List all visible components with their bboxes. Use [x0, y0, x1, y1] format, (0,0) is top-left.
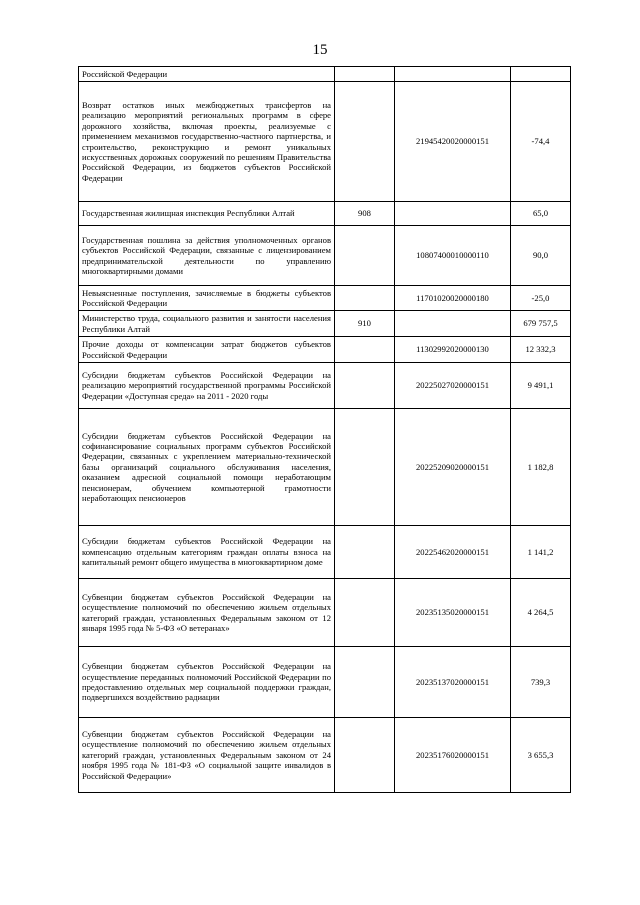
row-name-cell: Субсидии бюджетам субъектов Российской Федерации на компенсацию отдельным категориям граждан оплаты взноса на капитальный ремонт общего имущества в многоквартирном доме	[79, 526, 335, 579]
row-revenue-code-cell: 20225027020000151	[395, 363, 511, 409]
row-amount-cell: 4 264,5	[511, 579, 571, 647]
row-name-cell: Субвенции бюджетам субъектов Российской Федерации на осуществление переданных полномочий Российской Федерации по предоставлению отдельных мер социальной поддержки граждан, подвергшихся воздействию радиации	[79, 647, 335, 718]
table-row	[79, 579, 571, 647]
row-admin-code-cell	[335, 363, 395, 409]
table-row	[79, 409, 571, 526]
row-revenue-code-cell: 21945420020000151	[395, 82, 511, 202]
row-revenue-code-cell: 20225462020000151	[395, 526, 511, 579]
table-row	[79, 202, 571, 226]
row-name-cell: Министерство труда, социального развития и занятости населения Республики Алтай	[79, 311, 335, 337]
row-name-cell: Государственная пошлина за действия уполномоченных органов субъектов Российской Федерации, связанные с лицензированием предпринимательской деятельности по управлению многоквартирными домами	[79, 226, 335, 286]
row-amount-cell: 65,0	[511, 202, 571, 226]
table-row	[79, 337, 571, 363]
row-name-cell: Субвенции бюджетам субъектов Российской Федерации на осуществление полномочий по обеспечению жильем отдельных категорий граждан, установленных Федеральным законом от 24 ноября 1995 года № 181-ФЗ «О социальной защите инвалидов в Российской Федерации»	[79, 718, 335, 793]
table-row	[79, 718, 571, 793]
row-name-cell: Государственная жилищная инспекция Республики Алтай	[79, 202, 335, 226]
row-revenue-code-cell: 10807400010000110	[395, 226, 511, 286]
row-revenue-code-cell: 11701020020000180	[395, 286, 511, 311]
row-name-cell: Прочие доходы от компенсации затрат бюджетов субъектов Российской Федерации	[79, 337, 335, 363]
row-amount-cell: 12 332,3	[511, 337, 571, 363]
row-revenue-code-cell	[395, 202, 511, 226]
row-admin-code-cell	[335, 647, 395, 718]
row-amount-cell: -74,4	[511, 82, 571, 202]
row-name-cell: Российской Федерации	[79, 67, 335, 82]
row-revenue-code-cell: 20235137020000151	[395, 647, 511, 718]
row-revenue-code-cell: 11302992020000130	[395, 337, 511, 363]
table-row	[79, 226, 571, 286]
budget-table	[78, 66, 571, 793]
row-amount-cell: 3 655,3	[511, 718, 571, 793]
table-row	[79, 647, 571, 718]
row-admin-code-cell	[335, 718, 395, 793]
row-amount-cell: -25,0	[511, 286, 571, 311]
page-number: 15	[312, 42, 328, 58]
row-amount-cell: 739,3	[511, 647, 571, 718]
row-amount-cell: 9 491,1	[511, 363, 571, 409]
row-admin-code-cell	[335, 579, 395, 647]
table-row	[79, 67, 571, 82]
table-row	[79, 286, 571, 311]
row-revenue-code-cell: 20225209020000151	[395, 409, 511, 526]
row-amount-cell: 90,0	[511, 226, 571, 286]
row-name-cell: Субсидии бюджетам субъектов Российской Федерации на реализацию мероприятий государственной программы Российской Федерации «Доступная среда» на 2011 - 2020 годы	[79, 363, 335, 409]
row-admin-code-cell	[335, 286, 395, 311]
row-admin-code-cell	[335, 67, 395, 82]
table-row	[79, 82, 571, 202]
row-revenue-code-cell	[395, 311, 511, 337]
row-admin-code-cell	[335, 82, 395, 202]
row-revenue-code-cell: 20235135020000151	[395, 579, 511, 647]
row-admin-code-cell: 908	[335, 202, 395, 226]
row-name-cell: Субсидии бюджетам субъектов Российской Федерации на софинансирование социальных программ субъектов Российской Федерации, связанных с укреплением материально-технической базы организаций социального обслуживания населения, оказанием адресной социальной помощи неработающим пенсионерам, обучением компьютерной грамотности неработающих пенсионеров	[79, 409, 335, 526]
table-row	[79, 311, 571, 337]
row-revenue-code-cell: 20235176020000151	[395, 718, 511, 793]
row-amount-cell: 1 141,2	[511, 526, 571, 579]
budget-table-body	[79, 67, 571, 793]
row-admin-code-cell	[335, 337, 395, 363]
row-admin-code-cell	[335, 226, 395, 286]
row-name-cell: Субвенции бюджетам субъектов Российской Федерации на осуществление полномочий по обеспечению жильем отдельных категорий граждан, установленных Федеральным законом от 12 января 1995 года № 5-ФЗ «О ветеранах»	[79, 579, 335, 647]
row-name-cell: Возврат остатков иных межбюджетных трансфертов на реализацию мероприятий региональных программ в сфере дорожного хозяйства, включая проекты, реализуемые с применением механизмов государственно-частного партнерства, и строительство, реконструкцию и ремонт уникальных искусственных дорожных сооружений по решениям Правительства Российской Федерации, из бюджетов субъектов Российской Федерации	[79, 82, 335, 202]
row-amount-cell	[511, 67, 571, 82]
table-row	[79, 363, 571, 409]
row-admin-code-cell	[335, 409, 395, 526]
row-revenue-code-cell	[395, 67, 511, 82]
row-admin-code-cell	[335, 526, 395, 579]
row-amount-cell: 1 182,8	[511, 409, 571, 526]
table-row	[79, 526, 571, 579]
row-admin-code-cell: 910	[335, 311, 395, 337]
row-name-cell: Невыясненные поступления, зачисляемые в бюджеты субъектов Российской Федерации	[79, 286, 335, 311]
row-amount-cell: 679 757,5	[511, 311, 571, 337]
